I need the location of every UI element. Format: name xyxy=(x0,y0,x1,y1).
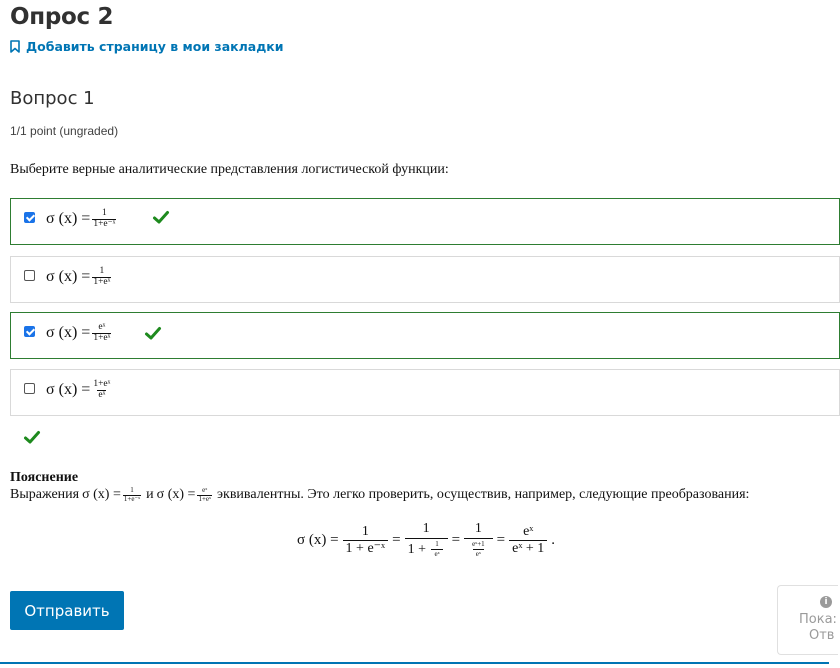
display-fraction-2 xyxy=(405,521,448,560)
choice-3-formula xyxy=(46,323,113,344)
bottom-divider xyxy=(0,662,829,664)
numerator: 1 xyxy=(101,208,107,218)
denominator: 1+e⁻ˣ xyxy=(93,218,116,229)
choice-2-checkbox[interactable] xyxy=(24,270,35,281)
display-fraction-4 xyxy=(509,524,547,558)
denominator-prefix: 1 + xyxy=(407,541,426,557)
numerator: eˣ xyxy=(202,486,208,495)
explanation-title: Пояснение xyxy=(10,470,79,485)
sigma-label: σ (x) = xyxy=(46,324,91,342)
numerator: 1+eˣ xyxy=(93,379,111,389)
numerator: eˣ+1 xyxy=(472,539,485,548)
show-answer-button[interactable] xyxy=(777,585,838,655)
choice-2[interactable] xyxy=(10,256,840,303)
display-fraction-3 xyxy=(464,521,493,560)
info-icon: i xyxy=(820,596,832,608)
sigma-label: σ (x) = xyxy=(156,487,196,502)
denominator: 1 + e⁻ˣ xyxy=(343,540,389,558)
fraction xyxy=(92,209,116,230)
numerator: 1 xyxy=(130,486,134,495)
sigma-label: σ (x) = xyxy=(46,268,91,286)
equals-sign: = xyxy=(496,532,506,549)
expression-2 xyxy=(157,487,214,503)
choice-4[interactable] xyxy=(10,369,840,416)
show-answer-label-line2: Отв xyxy=(809,628,835,643)
question-points: 1/1 point (ungraded) xyxy=(10,124,119,138)
explanation-text-before: Выражения xyxy=(10,487,80,502)
nested-fraction xyxy=(469,540,488,560)
question-prompt: Выберите верные аналитические представления логистической функции: xyxy=(10,162,449,177)
numerator: 1 xyxy=(361,523,369,539)
denominator: eˣ xyxy=(431,549,442,559)
denominator: 1+eˣ xyxy=(93,332,111,343)
equals-sign: = xyxy=(451,532,461,549)
denominator: 1+e⁻ˣ xyxy=(123,494,141,503)
explanation-text xyxy=(10,487,749,503)
submit-button[interactable]: Отправить xyxy=(10,591,124,630)
choice-4-checkbox[interactable] xyxy=(24,383,35,394)
choice-1[interactable] xyxy=(10,198,840,245)
display-equation xyxy=(297,521,555,560)
numerator: 1 xyxy=(474,521,482,536)
denominator: eˣ + 1 xyxy=(509,540,547,558)
numerator: eˣ xyxy=(98,322,106,332)
correct-check-icon xyxy=(153,211,169,224)
denominator: 1+eˣ xyxy=(93,276,111,287)
numerator: eˣ xyxy=(523,523,534,539)
fraction xyxy=(92,267,111,288)
choice-2-formula xyxy=(46,267,113,288)
display-lhs: σ (x) = xyxy=(297,532,339,549)
fraction xyxy=(123,487,141,503)
bookmark-label: Добавить страницу в мои закладки xyxy=(26,38,284,54)
choice-3-checkbox[interactable] xyxy=(24,326,35,337)
sigma-label: σ (x) = xyxy=(46,210,91,228)
display-fraction-1 xyxy=(343,524,389,558)
bookmark-link[interactable] xyxy=(10,38,284,54)
bookmark-icon xyxy=(10,40,20,53)
fraction xyxy=(92,323,111,344)
denominator xyxy=(464,538,493,561)
numerator: 1 xyxy=(422,521,430,536)
choice-3[interactable] xyxy=(10,312,840,359)
expression-1 xyxy=(82,487,143,503)
explanation-text-after: эквивалентны. Это легко проверить, осуществив, например, следующие преобразования: xyxy=(217,487,750,502)
correct-summary-check-icon xyxy=(24,431,40,444)
choice-1-formula xyxy=(46,209,118,230)
equals-sign: = xyxy=(392,532,401,549)
denominator xyxy=(405,538,448,561)
explanation-text-and: и xyxy=(146,487,154,502)
page-title: Опрос 2 xyxy=(10,4,114,30)
period: . xyxy=(551,532,556,549)
denominator: 1+eˣ xyxy=(198,494,212,503)
numerator: 1 xyxy=(99,266,105,276)
fraction xyxy=(197,487,212,503)
sigma-label: σ (x) = xyxy=(82,487,121,502)
question-title: Вопрос 1 xyxy=(10,88,95,109)
choice-4-formula xyxy=(46,380,113,401)
show-answer-label-line1: Пока: xyxy=(799,612,837,627)
correct-check-icon xyxy=(145,327,161,340)
choice-1-checkbox[interactable] xyxy=(24,212,35,223)
nested-fraction xyxy=(431,540,442,560)
sigma-label: σ (x) = xyxy=(46,381,91,399)
fraction xyxy=(92,380,111,401)
denominator: eˣ xyxy=(473,549,484,559)
numerator: 1 xyxy=(435,539,439,548)
denominator: eˣ xyxy=(98,389,106,400)
